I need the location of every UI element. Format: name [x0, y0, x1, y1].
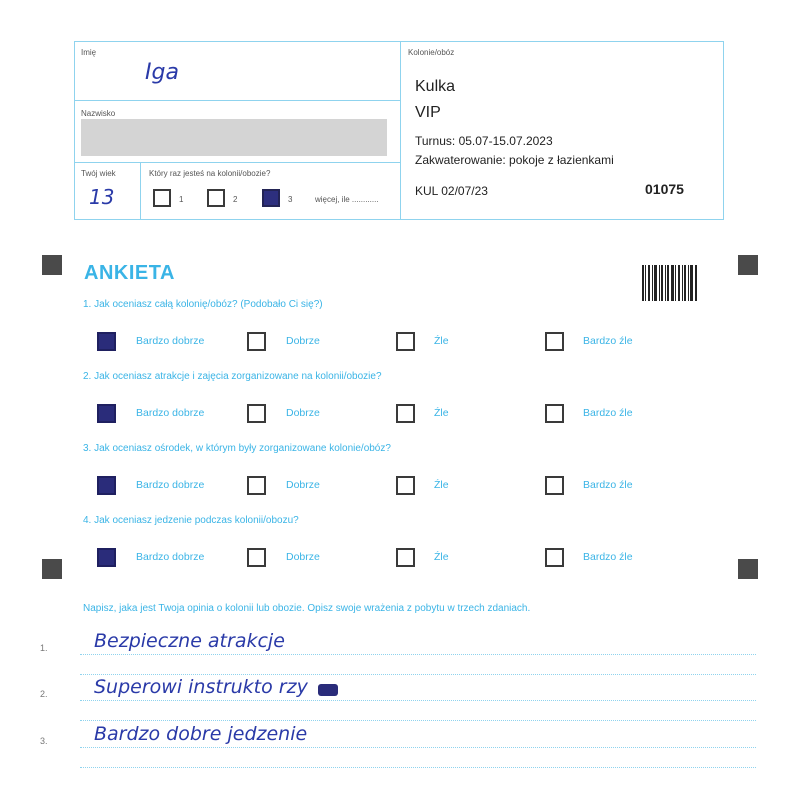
q2-option-label: Dobrze [286, 407, 320, 419]
q1-option-label: Źle [434, 335, 449, 347]
q4-option-label: Bardzo źle [583, 551, 633, 563]
registration-marker [42, 559, 62, 579]
q4-checkbox-zle[interactable] [396, 548, 415, 567]
registration-marker [42, 255, 62, 275]
open-question-prompt: Napisz, jaka jest Twoja opinia o kolonii lub obozie. Opisz swoje wrażenia z pobytu w trzech zdaniach. [83, 603, 531, 614]
registration-marker [738, 559, 758, 579]
q2-option-label: Bardzo źle [583, 407, 633, 419]
age-value[interactable]: 13 [89, 185, 115, 209]
times-more: więcej, ile ............ [315, 195, 379, 204]
barcode [642, 265, 698, 301]
camp-name: Kulka [415, 78, 456, 95]
camp-info-form [74, 41, 724, 220]
times-option-1: 1 [179, 195, 184, 204]
camp-code: KUL 02/07/23 [415, 184, 488, 198]
question-2: 2. Jak oceniasz atrakcje i zajęcia zorganizowane na kolonii/obozie? [83, 371, 382, 382]
form-divider [75, 162, 400, 163]
answer-line-1[interactable]: Bezpieczne atrakcje [94, 630, 285, 652]
q4-option-label: Dobrze [286, 551, 320, 563]
camp-type: VIP [415, 104, 441, 121]
q2-checkbox-bardzo-dobrze[interactable] [97, 404, 116, 423]
form-divider [400, 42, 401, 220]
q3-checkbox-bardzo-zle[interactable] [545, 476, 564, 495]
q2-option-label: Źle [434, 407, 449, 419]
answer-line-3[interactable]: Bardzo dobre jedzenie [94, 723, 308, 745]
times-option-2: 2 [233, 195, 238, 204]
question-1: 1. Jak oceniasz całą kolonię/obóz? (Podobało Ci się?) [83, 299, 323, 310]
surname-redacted [81, 119, 387, 156]
question-3: 3. Jak oceniasz ośrodek, w którym były zorganizowane kolonie/obóz? [83, 443, 391, 454]
times-checkbox-2[interactable] [207, 189, 225, 207]
camp-label: Kolonie/obóz [408, 48, 455, 57]
form-divider [140, 162, 141, 220]
line-number: 1. [40, 643, 48, 653]
q3-checkbox-bardzo-dobrze[interactable] [97, 476, 116, 495]
question-4: 4. Jak oceniasz jedzenie podczas kolonii/obozu? [83, 515, 299, 526]
form-number: 01075 [645, 181, 684, 197]
accommodation: Zakwaterowanie: pokoje z łazienkami [415, 153, 614, 167]
q2-checkbox-bardzo-zle[interactable] [545, 404, 564, 423]
q1-option-label: Dobrze [286, 335, 320, 347]
q3-option-label: Dobrze [286, 479, 320, 491]
q3-option-label: Bardzo źle [583, 479, 633, 491]
times-label: Który raz jesteś na kolonii/obozie? [149, 169, 271, 178]
answer-line-2[interactable]: Superowi instrukto rzy [94, 676, 308, 698]
times-option-3: 3 [288, 195, 293, 204]
survey-title: ANKIETA [84, 262, 175, 284]
answer-rule [80, 767, 756, 768]
q3-checkbox-dobrze[interactable] [247, 476, 266, 495]
q3-option-label: Źle [434, 479, 449, 491]
answer-rule [80, 654, 756, 655]
q1-checkbox-dobrze[interactable] [247, 332, 266, 351]
q2-option-label: Bardzo dobrze [136, 407, 205, 419]
q4-option-label: Źle [434, 551, 449, 563]
q2-checkbox-dobrze[interactable] [247, 404, 266, 423]
q3-checkbox-zle[interactable] [396, 476, 415, 495]
times-checkbox-3[interactable] [262, 189, 280, 207]
q1-option-label: Bardzo źle [583, 335, 633, 347]
answer-rule [80, 720, 756, 721]
line-number: 2. [40, 689, 48, 699]
q3-option-label: Bardzo dobrze [136, 479, 205, 491]
turnus: Turnus: 05.07-15.07.2023 [415, 134, 553, 148]
name-label: Imię [81, 48, 97, 57]
line-number: 3. [40, 736, 48, 746]
ink-scribble [318, 684, 338, 696]
q2-checkbox-zle[interactable] [396, 404, 415, 423]
q1-option-label: Bardzo dobrze [136, 335, 205, 347]
answer-rule [80, 700, 756, 701]
answer-rule [80, 674, 756, 675]
registration-marker [738, 255, 758, 275]
age-label: Twój wiek [81, 169, 116, 178]
q4-checkbox-bardzo-dobrze[interactable] [97, 548, 116, 567]
answer-rule [80, 747, 756, 748]
q1-checkbox-bardzo-dobrze[interactable] [97, 332, 116, 351]
name-value[interactable]: Iga [145, 60, 179, 85]
times-checkbox-1[interactable] [153, 189, 171, 207]
form-divider [75, 100, 400, 101]
q1-checkbox-bardzo-zle[interactable] [545, 332, 564, 351]
surname-label: Nazwisko [81, 109, 116, 118]
q1-checkbox-zle[interactable] [396, 332, 415, 351]
q4-checkbox-dobrze[interactable] [247, 548, 266, 567]
q4-option-label: Bardzo dobrze [136, 551, 205, 563]
q4-checkbox-bardzo-zle[interactable] [545, 548, 564, 567]
